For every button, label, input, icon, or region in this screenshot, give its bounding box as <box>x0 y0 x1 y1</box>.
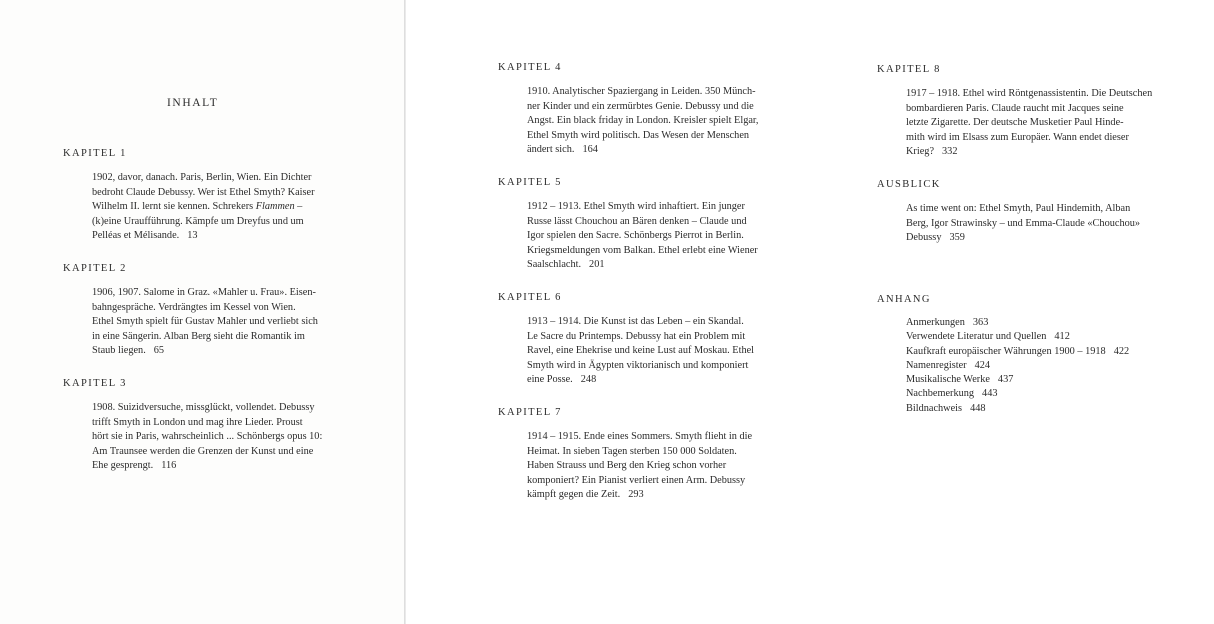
chapter-summary <box>527 315 760 388</box>
entry-label: Kaufkraft europäischer Währungen 1900 – 1918 <box>906 345 1106 357</box>
summary-line: komponiert? Ein Pianist verliert einen Arm. Debussy <box>527 474 746 486</box>
page-number: 164 <box>582 144 598 155</box>
chapter-2 <box>63 262 325 359</box>
summary-line: 1908. Suizidversuche, missglückt, vollendet. Debussy <box>92 402 315 413</box>
entry-label: Nachbemerkung <box>906 388 975 400</box>
section-heading: ANHANG <box>877 294 931 305</box>
summary-line <box>527 373 760 388</box>
summary-line <box>906 231 1157 246</box>
list-item <box>906 373 1177 387</box>
summary-text: Krieg? <box>906 146 935 157</box>
summary-line <box>906 145 1157 160</box>
left-page <box>0 0 404 624</box>
list-item <box>906 387 1177 401</box>
chapter-summary <box>92 401 325 474</box>
ausblick-section <box>877 178 1157 246</box>
summary-line <box>92 459 325 474</box>
summary-line <box>92 344 325 359</box>
entry-label: Namenregister <box>906 359 967 371</box>
page-number: 424 <box>974 359 991 371</box>
list-item <box>906 402 1177 416</box>
page-number: 412 <box>1054 331 1070 343</box>
entry-label: Verwendete Literatur und Quellen <box>906 331 1047 343</box>
chapter-3 <box>63 377 325 474</box>
list-item <box>906 330 1177 344</box>
summary-line: bombardieren Paris. Claude raucht mit Jacques seine <box>906 102 1124 114</box>
summary-line <box>92 229 325 244</box>
chapter-summary <box>527 85 760 158</box>
summary-line: ner Kinder und ein zermürbtes Genie. Debussy und die <box>527 100 754 112</box>
page-number: 448 <box>970 402 986 414</box>
chapter-heading: KAPITEL 2 <box>63 263 127 274</box>
page-number: 201 <box>589 259 605 270</box>
summary-line: 1910. Analytischer Spaziergang in Leiden. 350 Münch- <box>527 86 756 97</box>
summary-line: Wilhelm II. lernt sie kennen. Schrekers Flammen – <box>92 201 303 212</box>
summary-line: 1902, davor, danach. Paris, Berlin, Wien. Ein Dichter <box>92 172 312 183</box>
summary-line: Le Sacre du Printemps. Debussy hat ein Problem mit <box>527 330 746 342</box>
page-number: 437 <box>997 374 1014 386</box>
page-number: 359 <box>949 232 965 243</box>
chapter-heading: KAPITEL 3 <box>63 378 127 389</box>
chapter-summary <box>92 171 325 244</box>
section-summary <box>906 202 1157 246</box>
page-number: 293 <box>628 489 644 500</box>
summary-text: kämpft gegen die Zeit. <box>527 489 621 500</box>
anhang-list <box>906 316 1177 416</box>
summary-text: ändert sich. <box>527 144 575 155</box>
summary-line <box>527 258 760 273</box>
page-number: 13 <box>187 230 198 241</box>
chapter-5 <box>498 176 760 273</box>
page-number: 422 <box>1113 345 1130 357</box>
toc-title: INHALT <box>167 97 219 109</box>
summary-line: Ethel Smyth wird politisch. Das Wesen der Menschen <box>527 129 750 141</box>
summary-line: Russe lässt Chouchou an Bären denken – Claude und <box>527 215 747 227</box>
summary-line: Ethel Smyth spielt für Gustav Mahler und verliebt sich <box>92 316 318 327</box>
section-heading: AUSBLICK <box>877 179 941 190</box>
chapter-heading: KAPITEL 8 <box>877 64 941 75</box>
summary-line: Angst. Ein black friday in London. Kreisler spielt Elgar, <box>527 115 759 126</box>
list-item <box>906 316 1177 330</box>
summary-text: Pelléas et Mélisande. <box>92 230 180 241</box>
chapter-4 <box>498 61 760 158</box>
summary-line: Haben Strauss und Berg den Krieg schon vorher <box>527 460 727 471</box>
summary-line <box>527 143 760 158</box>
page-number: 363 <box>972 317 989 328</box>
summary-line: bedroht Claude Debussy. Wer ist Ethel Smyth? Kaiser <box>92 186 315 198</box>
summary-line: Kriegsmeldungen vom Balkan. Ethel erlebt eine Wiener <box>527 244 758 256</box>
chapter-summary <box>906 87 1157 160</box>
summary-line: 1914 – 1915. Ende eines Sommers. Smyth flieht in die <box>527 431 753 442</box>
summary-line: As time went on: Ethel Smyth, Paul Hindemith, Alban <box>906 203 1131 214</box>
summary-line: Berg, Igor Strawinsky – und Emma-Claude «Chouchou» <box>906 217 1141 229</box>
entry-label: Bildnachweis <box>906 402 963 414</box>
summary-line: trifft Smyth in London und mag ihre Lieder. Proust <box>92 416 303 428</box>
page-number: 248 <box>580 374 597 385</box>
summary-line: Ravel, eine Ehekrise und keine Lust auf Moskau. Ethel <box>527 345 755 356</box>
entry-label: Musikalische Werke <box>906 374 990 386</box>
summary-line <box>527 488 760 503</box>
chapter-heading: KAPITEL 7 <box>498 407 562 418</box>
summary-line: hört sie in Paris, wahrscheinlich ... Schönbergs opus 10: <box>92 431 323 442</box>
page-number: 443 <box>982 388 998 400</box>
summary-text: Staub liegen. <box>92 345 146 356</box>
summary-line: Igor spielen den Sacre. Schönbergs Pierrot in Berlin. <box>527 230 744 241</box>
summary-line: (k)eine Uraufführung. Kämpfe um Dreyfus und um <box>92 215 304 227</box>
page-number: 332 <box>942 146 958 157</box>
chapter-summary <box>92 286 325 359</box>
chapter-8 <box>877 63 1157 160</box>
chapter-1 <box>63 147 325 244</box>
chapter-heading: KAPITEL 5 <box>498 177 562 188</box>
list-item <box>906 345 1177 359</box>
page-number: 116 <box>161 460 177 471</box>
summary-line: Smyth wird in Ägypten viktorianisch und komponiert <box>527 359 749 371</box>
summary-line: in eine Sängerin. Alban Berg sieht die Romantik im <box>92 330 305 342</box>
summary-line: letzte Zigarette. Der deutsche Musketier Paul Hinde- <box>906 117 1124 128</box>
summary-text: Debussy <box>906 232 942 243</box>
anhang-section <box>877 293 1177 416</box>
entry-label: Anmerkungen <box>906 317 965 328</box>
chapter-heading: KAPITEL 6 <box>498 292 562 303</box>
chapter-heading: KAPITEL 1 <box>63 148 127 159</box>
list-item <box>906 359 1177 373</box>
chapter-7 <box>498 406 760 503</box>
summary-text: Saalschlacht. <box>527 259 582 270</box>
summary-line: 1917 – 1918. Ethel wird Röntgenassistentin. Die Deutschen <box>906 88 1153 99</box>
summary-line: bahngespräche. Verdrängtes im Kessel von Wien. <box>92 301 296 313</box>
page-number: 65 <box>153 345 165 356</box>
chapter-heading: KAPITEL 4 <box>498 62 562 73</box>
right-page <box>406 0 1214 624</box>
chapter-summary <box>527 200 760 273</box>
summary-line: 1906, 1907. Salome in Graz. «Mahler u. Frau». Eisen- <box>92 287 316 298</box>
chapter-summary <box>527 430 760 503</box>
summary-text: Ehe gesprengt. <box>92 460 154 471</box>
chapter-6 <box>498 291 760 388</box>
summary-text: eine Posse. <box>527 374 573 385</box>
summary-line: mith wird im Elsass zum Europäer. Wann endet dieser <box>906 131 1129 143</box>
summary-line: 1912 – 1913. Ethel Smyth wird inhaftiert. Ein junger <box>527 201 745 212</box>
summary-line: Heimat. In sieben Tagen sterben 150 000 Soldaten. <box>527 445 737 457</box>
summary-line: 1913 – 1914. Die Kunst ist das Leben – ein Skandal. <box>527 316 744 327</box>
summary-line: Am Traunsee werden die Grenzen der Kunst und eine <box>92 445 314 457</box>
